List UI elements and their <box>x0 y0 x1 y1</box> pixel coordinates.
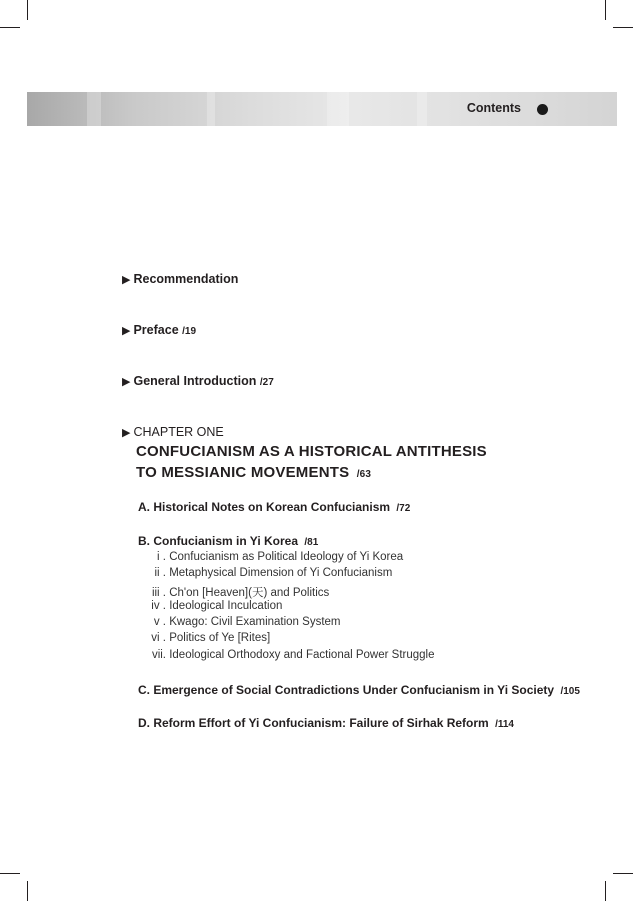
subsection-item[interactable]: i . Confucianism as Political Ideology of Yi Korea <box>157 551 404 563</box>
subsection-item[interactable]: iv . Ideological Inculcation <box>151 600 283 612</box>
toc-entry-label: General Introduction <box>133 374 257 388</box>
page-title: Contents <box>466 101 521 115</box>
page-number: /19 <box>182 326 197 337</box>
subsection-item[interactable]: ii . Metaphysical Dimension of Yi Confucianism <box>154 567 393 579</box>
triangle-bullet-icon: ▶ <box>122 427 131 439</box>
crop-mark <box>0 873 20 874</box>
crop-mark <box>27 0 28 20</box>
crop-mark <box>0 27 20 28</box>
triangle-bullet-icon: ▶ <box>122 376 131 388</box>
crop-mark <box>605 0 606 20</box>
subsection-item[interactable]: iii . Ch'on [Heaven](天) and Politics <box>151 587 330 599</box>
chapter-title-line1[interactable]: CONFUCIANISM AS A HISTORICAL ANTITHESIS <box>136 443 487 460</box>
section-d[interactable]: D. Reform Effort of Yi Confucianism: Failure of Sirhak Reform /114 <box>138 716 514 730</box>
page-number: /114 <box>495 719 514 730</box>
chapter-title-line2[interactable]: TO MESSIANIC MOVEMENTS /63 <box>136 464 372 481</box>
crop-mark <box>613 27 633 28</box>
page-number: /27 <box>259 377 274 388</box>
section-b[interactable]: B. Confucianism in Yi Korea /81 <box>138 534 319 548</box>
toc-entry-introduction[interactable] <box>122 374 274 388</box>
toc-entry-preface[interactable] <box>122 323 196 337</box>
page-number: /72 <box>396 503 411 514</box>
toc-entry-recommendation[interactable] <box>122 272 238 286</box>
page-number: /105 <box>560 686 580 697</box>
subsection-item[interactable]: v . Kwago: Civil Examination System <box>153 616 341 628</box>
toc-entry-label: Recommendation <box>133 272 239 286</box>
section-a[interactable]: A. Historical Notes on Korean Confucianism /72 <box>138 500 411 514</box>
toc-entry-label: Preface <box>133 323 179 337</box>
triangle-bullet-icon: ▶ <box>122 274 131 286</box>
bullet-dot-icon <box>537 104 548 115</box>
page-number: /81 <box>304 537 319 548</box>
crop-mark <box>27 881 28 901</box>
triangle-bullet-icon: ▶ <box>122 325 131 337</box>
chapter-label: ▶ CHAPTER ONE <box>122 425 224 439</box>
subsection-item[interactable]: vi . Politics of Ye [Rites] <box>151 632 271 644</box>
crop-mark <box>605 881 606 901</box>
subsection-item[interactable]: vii. Ideological Orthodoxy and Factional Power Struggle <box>151 649 435 661</box>
header-banner <box>27 92 617 126</box>
section-c[interactable]: C. Emergence of Social Contradictions Under Confucianism in Yi Society /105 <box>138 683 580 697</box>
page-number: /63 <box>356 469 372 480</box>
crop-mark <box>613 873 633 874</box>
